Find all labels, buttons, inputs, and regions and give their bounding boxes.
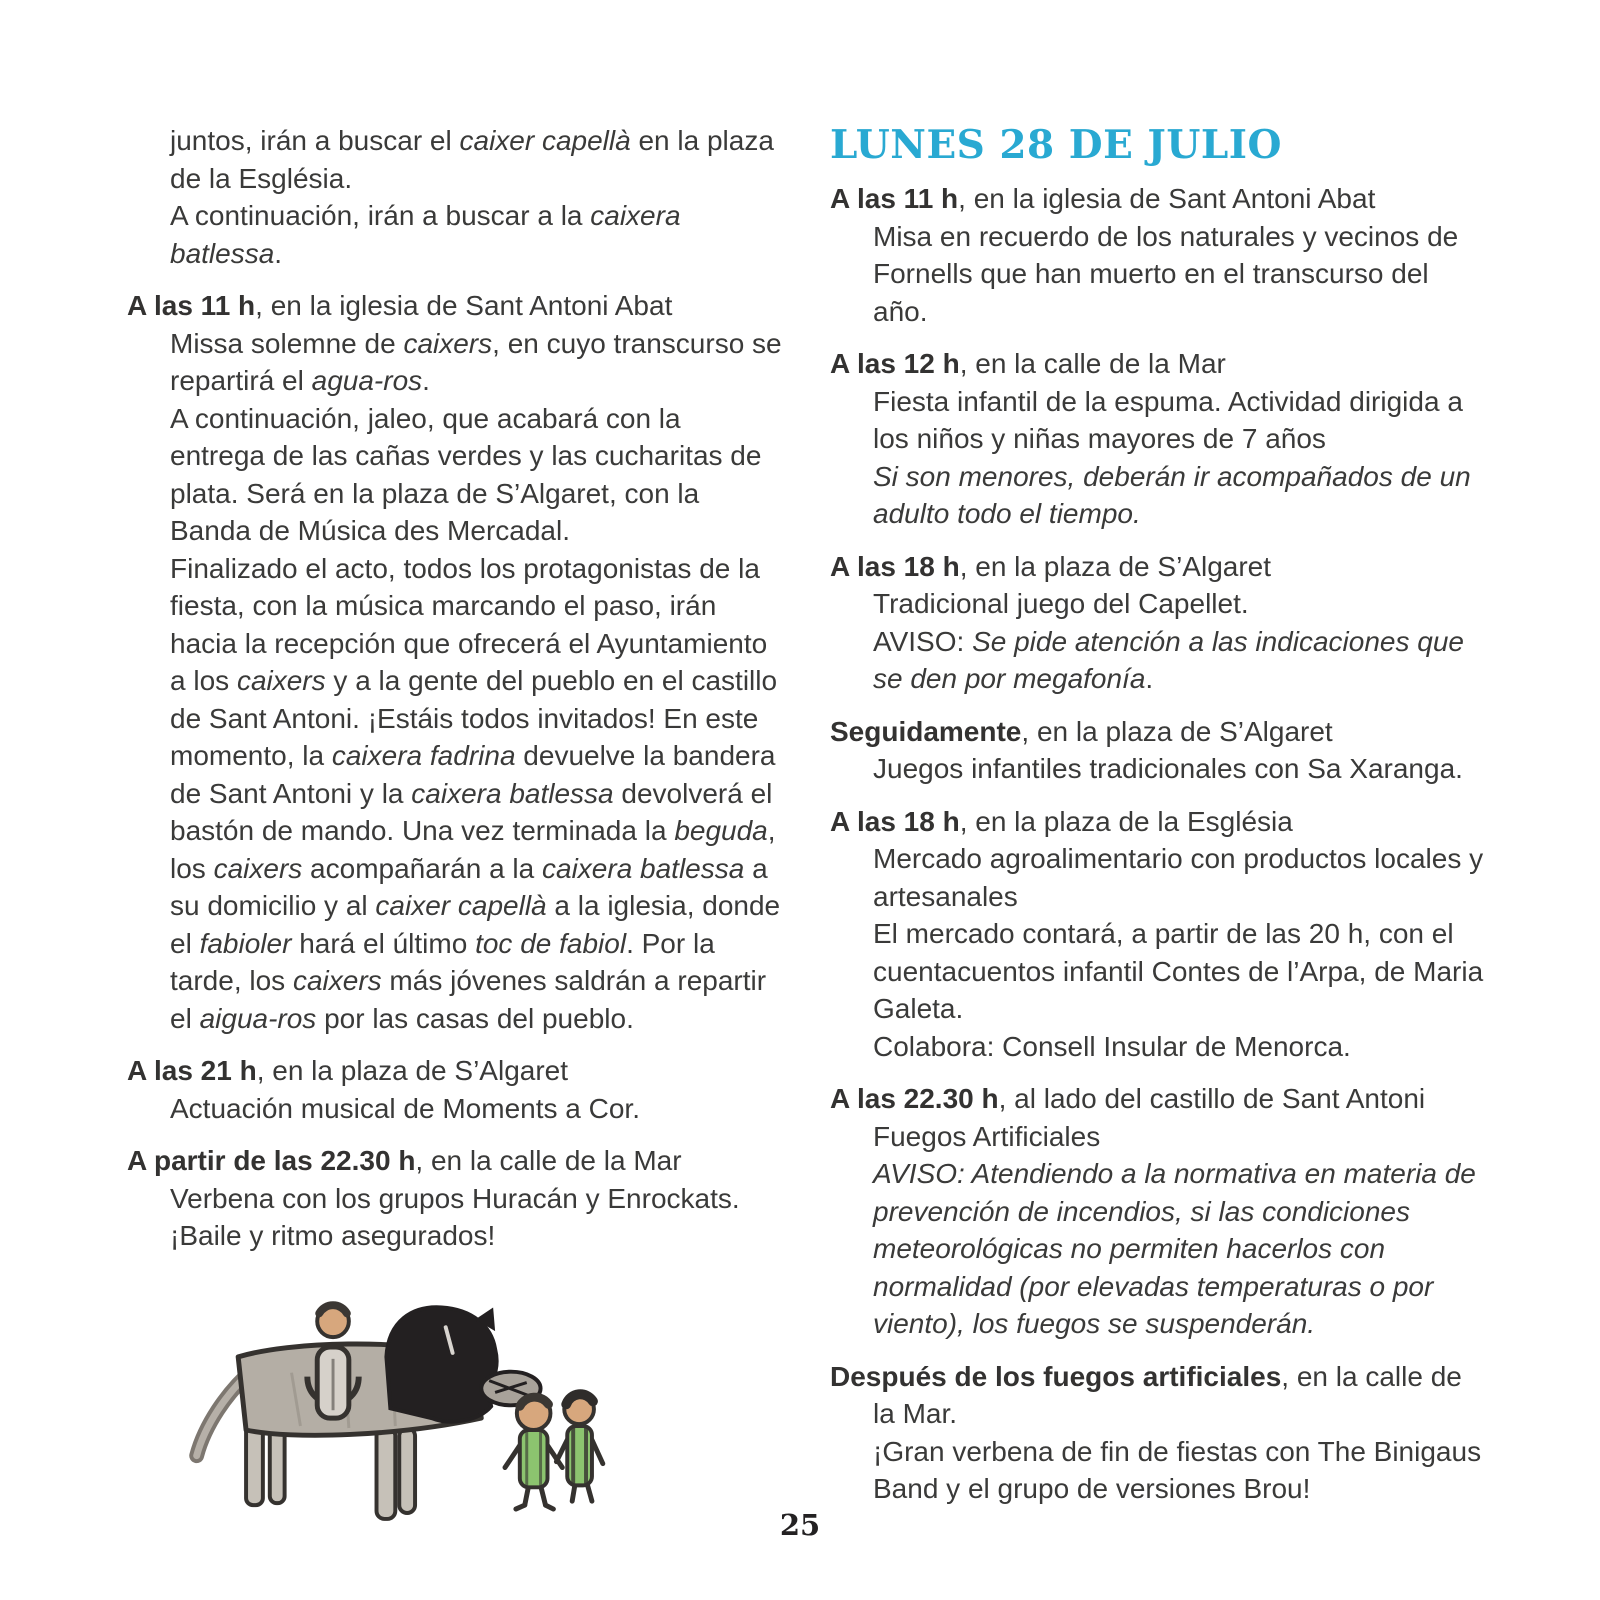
horse-front-leg	[377, 1428, 396, 1519]
event-time-line	[830, 180, 1490, 218]
event-time: A las 21 h	[127, 1055, 257, 1086]
event-block	[830, 803, 1490, 1066]
event-time-line	[830, 345, 1490, 383]
event-block	[830, 548, 1490, 698]
event-location: , en la calle de la Mar	[959, 348, 1226, 379]
event-time-line	[127, 1142, 782, 1180]
event-location: , en la plaza de S’Algaret	[256, 1055, 569, 1086]
event-description: Actuación musical de Moments a Cor.	[170, 1092, 640, 1124]
event-block	[127, 1142, 782, 1255]
event-location: , en la iglesia de Sant Antoni Abat	[958, 183, 1376, 214]
event-description: El mercado contará, a partir de las 20 h, con el cuentacuentos infantil Contes de l’Arpa, de Maria Galeta.	[873, 918, 1484, 1024]
event-description: A continuación, irán a buscar a la caixera batlessa.	[170, 200, 681, 269]
child-drawing-illustration	[140, 1262, 700, 1598]
event-time: Después de los fuegos artificiales	[830, 1360, 1282, 1392]
event-description: Misa en recuerdo de los naturales y vecinos de Fornells que han muerto en el transcurso del año.	[873, 220, 1459, 327]
event-time: A las 18 h	[830, 550, 960, 582]
day-heading: LUNES 28 DE JULIO	[830, 122, 1282, 168]
event-block	[830, 180, 1490, 330]
event-block	[830, 713, 1490, 788]
event-description: Finalizado el acto, todos los protagonistas de la fiesta, con la música marcando el paso, irán hacia la recepción que ofrecerá el Ayuntamiento a los caixers y a la gente del pueblo en el castillo de Sant Antoni. ¡Estáis todos invitados! En este momento, la caixera fadrina devuelve la bandera de Sant Antoni y la caixera batlessa devolverá el bastón de mando. Una vez terminada la beguda, los caixers acompañarán a la caixera batlessa a su domicilio y al caixer capellà a la iglesia, donde el fabioler hará el último toc de fabiol. Por la tarde, los caixers más jóvenes saldrán a repartir el aigua-ros por las casas del pueblo.	[170, 552, 781, 1034]
child1-body	[520, 1430, 548, 1487]
event-block	[127, 287, 782, 1037]
event-time: A las 11 h	[830, 183, 959, 214]
event-time-line	[127, 287, 782, 325]
event-location: , en la calle de la Mar	[415, 1145, 682, 1176]
event-location: , en la iglesia de Sant Antoni Abat	[255, 290, 673, 321]
event-notice: AVISO: Atendiendo a la normativa en materia de prevención de incendios, si las condiciones meteorológicas no permiten hacerlos con normalidad (por elevadas temperaturas o por viento), los fuegos se suspenderán.	[873, 1158, 1476, 1339]
event-time: A partir de las 22.30 h	[127, 1145, 416, 1176]
horse-front-leg	[399, 1428, 415, 1513]
event-description: ¡Gran verbena de fin de fiestas con The Binigaus Band y el grupo de versiones Brou!	[873, 1435, 1482, 1504]
event-time: A las 11 h	[127, 290, 256, 321]
event-notice: Si son menores, deberán ir acompañados de un adulto todo el tiempo.	[873, 460, 1471, 529]
event-location: , al lado del castillo de Sant Antoni	[998, 1083, 1426, 1114]
event-time-line	[127, 1052, 782, 1090]
event-time: A las 18 h	[830, 805, 960, 837]
event-location: , en la plaza de S’Algaret	[1021, 715, 1333, 747]
event-description: Colabora: Consell Insular de Menorca.	[873, 1030, 1351, 1062]
event-time-line	[830, 1358, 1490, 1433]
event-description: Fiesta infantil de la espuma. Actividad dirigida a los niños y niñas mayores de 7 años	[873, 385, 1463, 454]
event-time: A las 22.30 h	[830, 1083, 999, 1114]
left-column	[127, 122, 782, 1255]
event-location: , en la plaza de S’Algaret	[959, 550, 1272, 582]
event-time-line	[830, 1080, 1490, 1118]
event-notice: AVISO: Se pide atención a las indicaciones que se den por megafonía.	[873, 625, 1464, 694]
event-time-line	[830, 803, 1490, 841]
event-description: Fuegos Artificiales	[873, 1120, 1101, 1152]
event-block	[830, 1080, 1490, 1343]
horse-mane	[386, 1307, 496, 1421]
event-block	[127, 1052, 782, 1127]
event-description: A continuación, jaleo, que acabará con la entrega de las cañas verdes y las cucharitas de plata. Será en la plaza de S’Algaret, con la Banda de Música des Mercadal.	[170, 402, 762, 546]
event-block	[830, 1358, 1490, 1508]
event-location: , en la plaza de la Església	[959, 805, 1293, 837]
event-time-line	[830, 713, 1490, 751]
event-block	[127, 122, 782, 272]
event-description: Mercado agroalimentario con productos locales y artesanales	[873, 843, 1484, 912]
event-time: A las 12 h	[830, 348, 960, 379]
page-number: 25	[779, 1508, 821, 1542]
event-time: Seguidamente	[830, 715, 1022, 747]
event-description: Tradicional juego del Capellet.	[873, 588, 1249, 619]
event-time-line	[830, 548, 1490, 586]
event-description: Juegos infantiles tradicionales con Sa Xaranga.	[873, 753, 1463, 784]
child2-body	[567, 1426, 592, 1485]
event-description: Missa solemne de caixers, en cuyo transcurso se repartirá el agua-ros.	[170, 327, 782, 396]
event-description: juntos, irán a buscar el caixer capellà en la plaza de la Església.	[170, 125, 774, 194]
event-block	[830, 345, 1490, 533]
event-location: , en la calle de la Mar.	[873, 1360, 1462, 1429]
right-column	[830, 122, 1490, 1508]
event-description: Verbena con los grupos Huracán y Enrockats. ¡Baile y ritmo asegurados!	[170, 1182, 740, 1251]
